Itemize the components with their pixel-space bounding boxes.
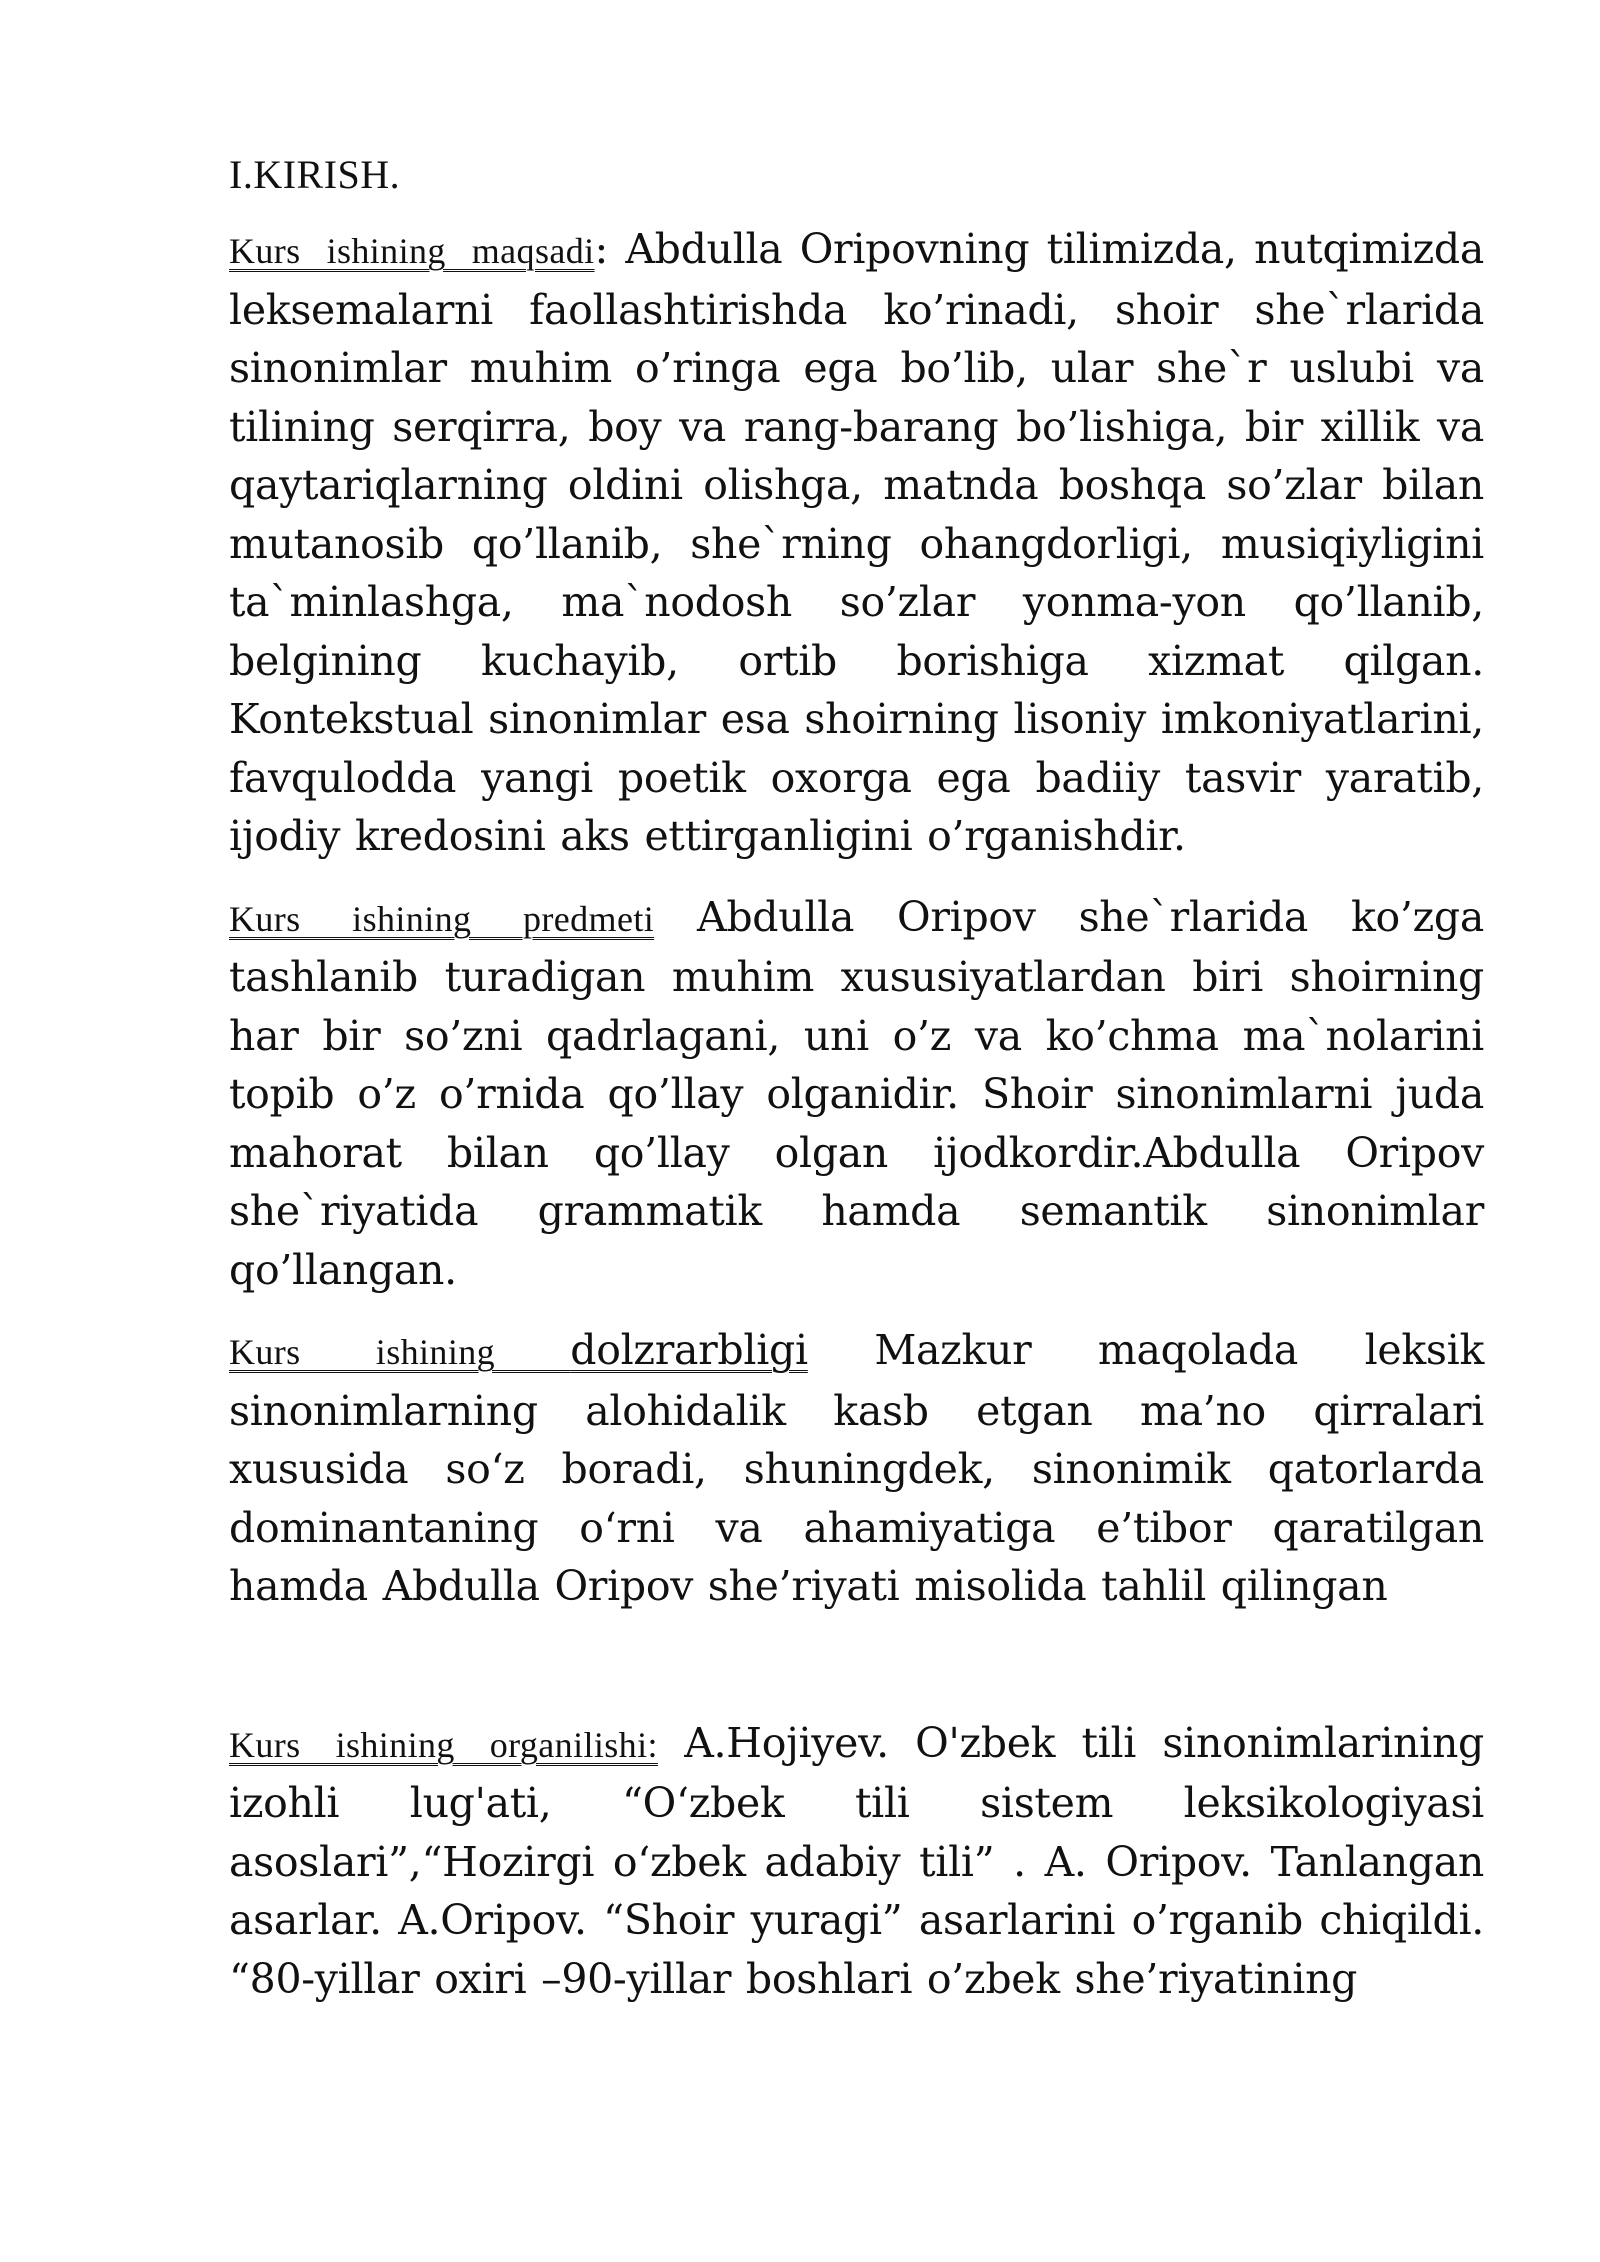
document-page — [229, 150, 1484, 2008]
section-heading: I.KIRISH. — [229, 152, 401, 197]
lead-suffix: : — [594, 225, 626, 273]
paragraph-text: A.Hojiyev. O'zbek tili sinonimlarining izohli lug'ati, “O‘zbek tili sistem leksikologiyasi asoslari”,“Hozirgi o‘zbek adabiy tili” . A. Oripov. Tanlangan asarlar. A.Oripov. “Shoir yuragi” asarlarini o’rganib chiqildi. “80-yillar oxiri –90-yillar boshlari o’zbek she’riyatining — [229, 1718, 1485, 2003]
paragraph-text: Abdulla Oripovning tilimizda, nutqimizda leksemalarni faollashtirishda ko’rinadi, shoir she`rlarida sinonimlar muhim o’ringa ega bo’lib, ular she`r uslubi va tilining serqirra, boy va rang-barang bo’lishiga, bir xillik va qaytariqlarning oldini olishga, matnda boshqa so’zlar bilan mutanosib qo’llanib, she`rning ohangdorligi, musiqiyligini ta`minlashga, ma`nodosh so’zlar yonma-yon qo’llanib, belgining kuchayib, ortib borishiga xizmat qilgan. Kontekstual sinonimlar esa shoirning lisoniy imkoniyatlarini, favqulodda yangi poetik oxorga ega badiiy tasvir yaratib, ijodiy kredosini aks ettirganligini o’rganishdir. — [229, 225, 1484, 860]
paragraph-organilishi — [229, 1714, 1484, 2009]
lead-suffix — [658, 1719, 684, 1767]
paragraph-lead-predmeti: Kurs ishining predmeti — [229, 898, 655, 939]
paragraph-lead-organilishi: Kurs ishining organilishi: — [229, 1724, 658, 1765]
paragraph-text: Abdulla Oripov she`rlarida ko’zga tashlanib turadigan muhim xususiyatlardan biri shoirning har bir so’zni qadrlagani, uni o’z va ko’chma ma`nolarini topib o’z o’rnida qo’llay olganidir. Shoir sinonimlarni juda mahorat bilan qo’llay olgan ijodkordir.Abdulla Oripov she`riyatida grammatik hamda semantik sinonimlar qo’llangan. — [229, 892, 1484, 1294]
lead-suffix — [654, 893, 697, 941]
paragraph-lead-maqsadi: Kurs ishining maqsadi — [229, 231, 595, 271]
lead-suffix — [808, 1326, 875, 1374]
paragraph-text: Mazkur maqolada leksik sinonimlarning alohidalik kasb etgan ma’no qirralari xususida so‘z boradi, shuningdek, sinonimik qatorlarda dominantaning o‘rni va ahamiyatiga e’tibor qaratilgan hamda Abdulla Oripov she’riyati misolida tahlil qilingan — [229, 1326, 1484, 1610]
lead-prefix: Kurs ishining — [229, 1332, 496, 1372]
paragraph-predmeti — [229, 888, 1484, 1300]
paragraph-dolzarbligi — [229, 1321, 1484, 1616]
paragraph-maqsadi — [229, 220, 1484, 866]
paragraph-lead-dolzarbligi — [229, 1326, 808, 1374]
lead-keyword: dolzrarbligi — [570, 1326, 808, 1374]
